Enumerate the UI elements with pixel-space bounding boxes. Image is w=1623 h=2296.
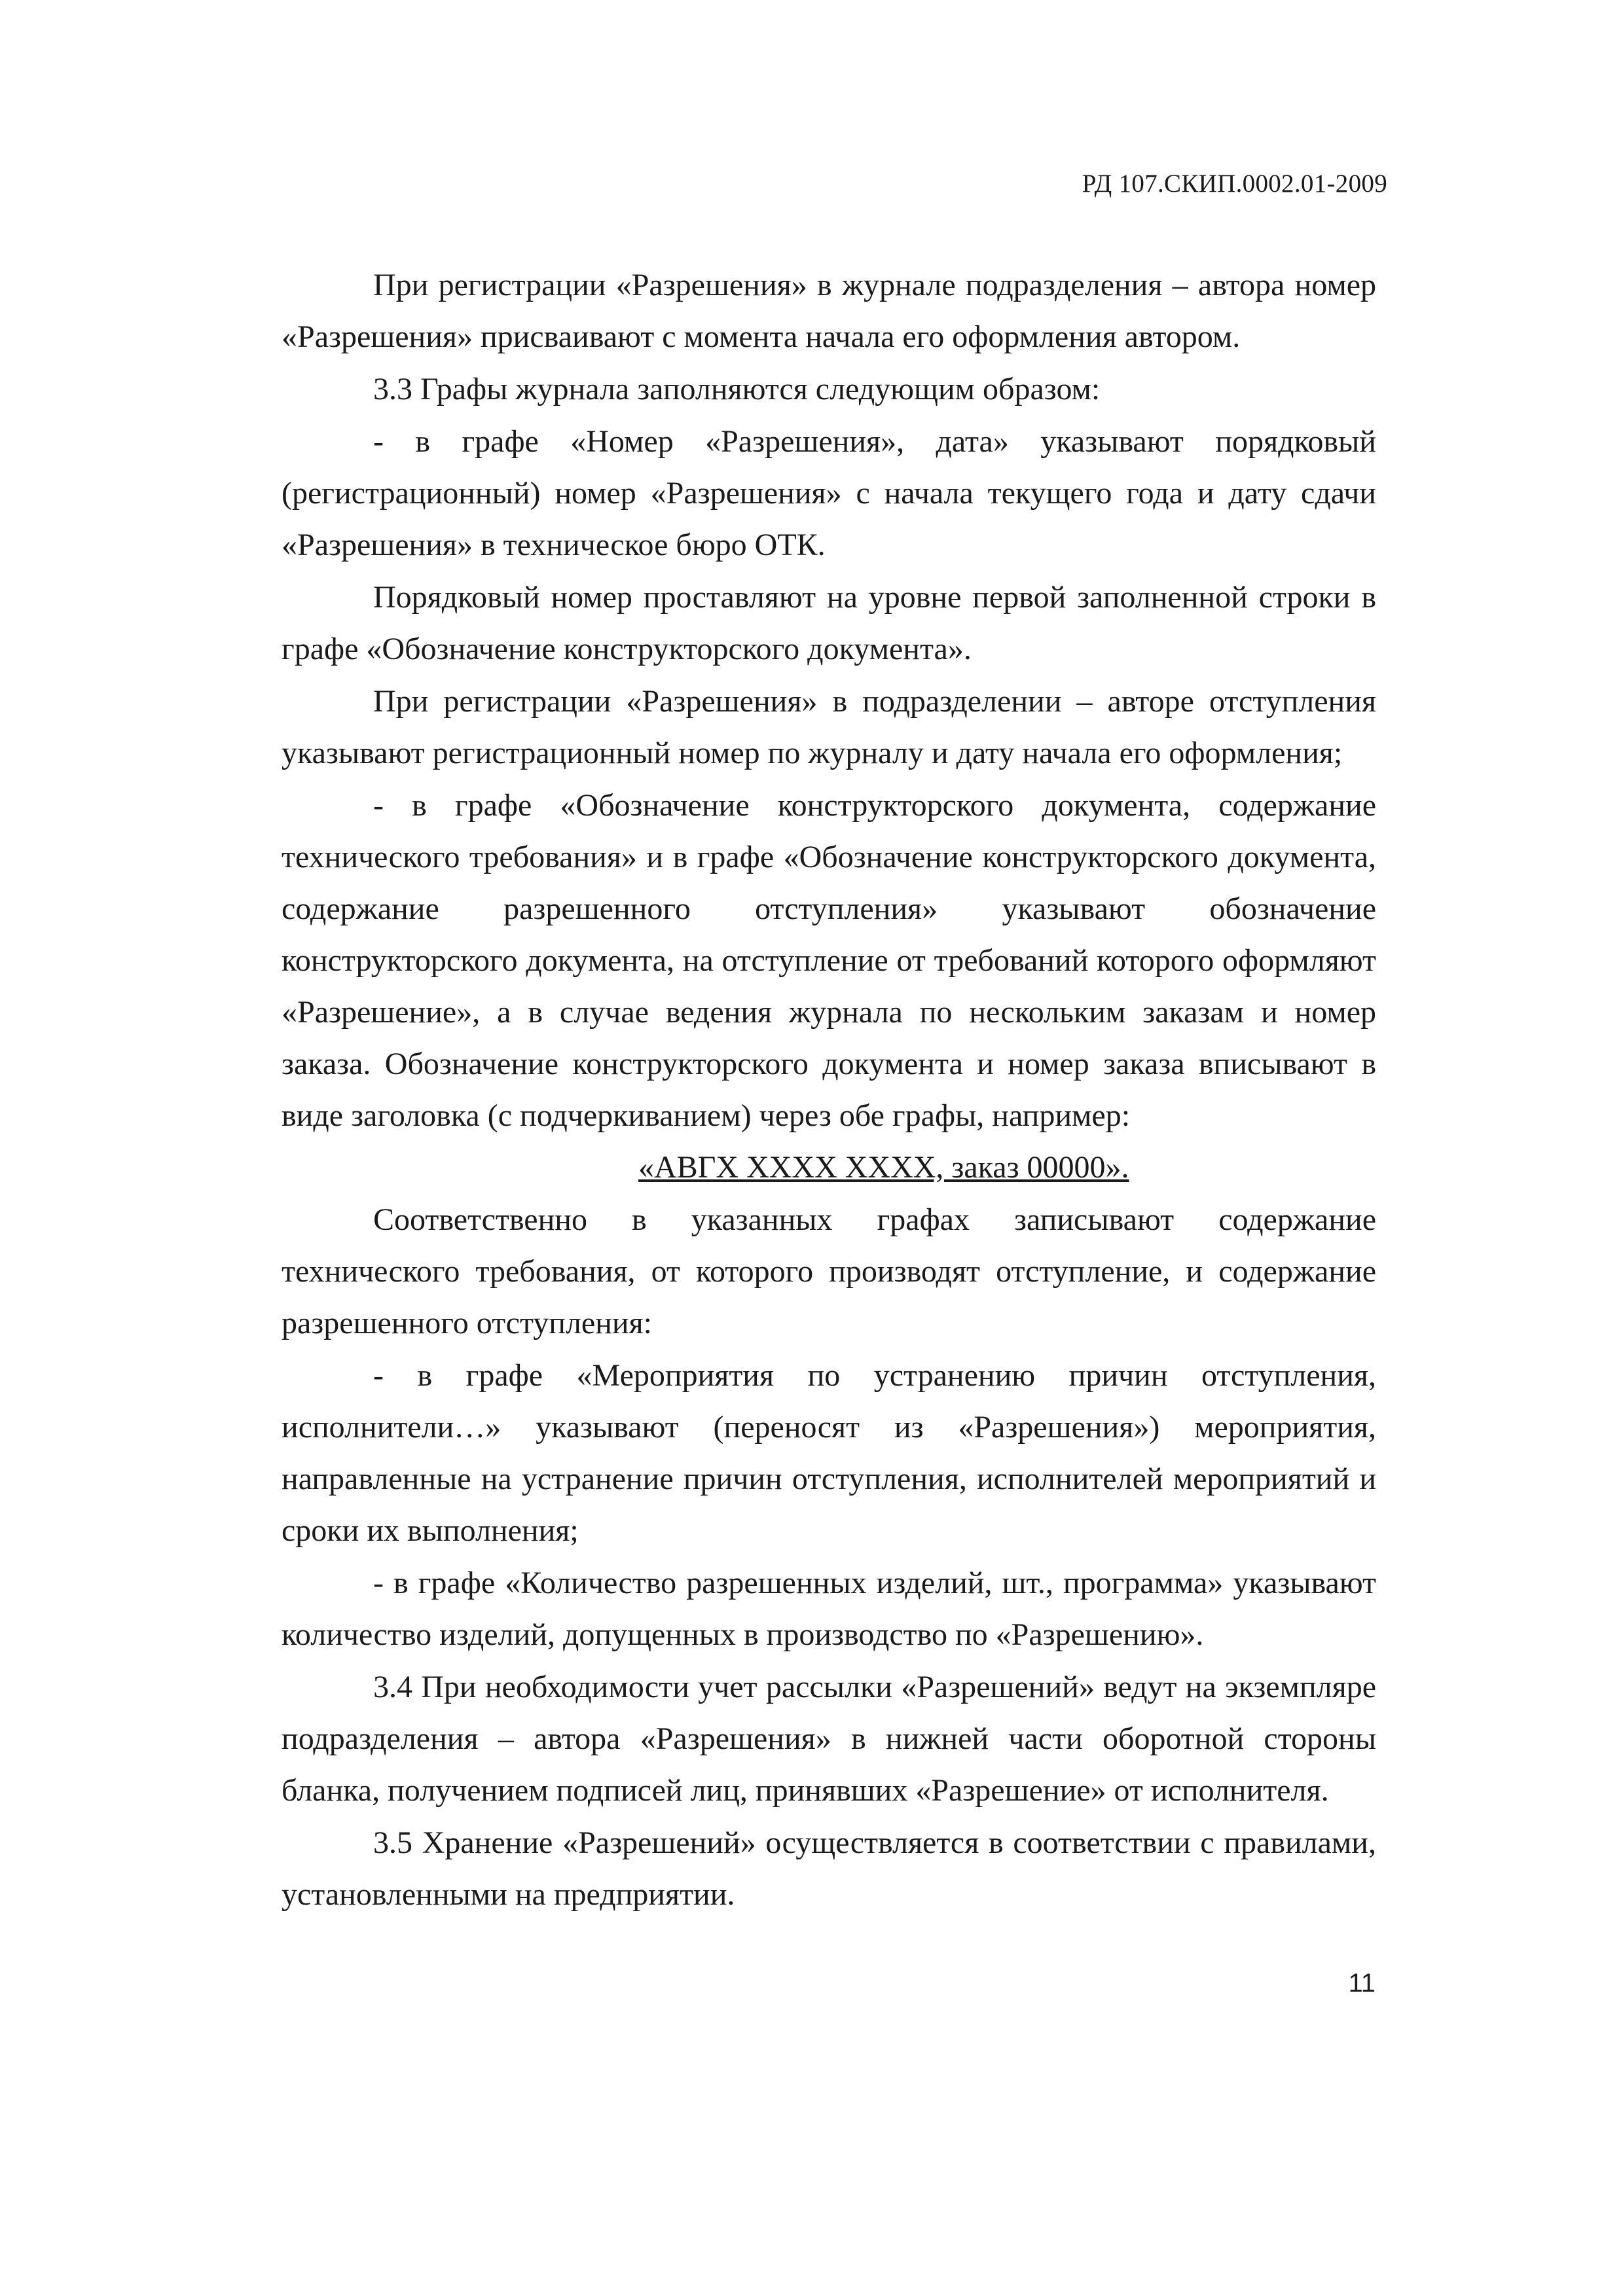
document-code: РД 107.СКИП.0002.01-2009	[1082, 170, 1387, 198]
paragraph-author-registration: При регистрации «Разрешения» в подразделении – авторе отступления указывают регистрационный номер по журналу и дату начала его оформления;	[282, 684, 1376, 770]
paragraph-3-3-heading: 3.3 Графы журнала заполняются следующим образом:	[373, 372, 1101, 406]
paragraph-quantity-column: - в графе «Количество разрешенных изделий, шт., программа» указывают количество изделий, допущенных в производство по «Разрешению».	[282, 1566, 1376, 1652]
paragraph-registration-number: При регистрации «Разрешения» в журнале подразделения – автора номер «Разрешения» присваивают с момента начала его оформления автором.	[282, 268, 1376, 354]
document-body	[282, 259, 1376, 1920]
page-number: 11	[1348, 1969, 1376, 1998]
paragraph-measures-column: - в графе «Мероприятия по устранению причин отступления, исполнители…» указывают (переносят из «Разрешения») мероприятия, направленные на устранение причин отступления, исполнителей мероприятий и сроки их выполнения;	[282, 1358, 1376, 1548]
paragraph-3-4-distribution: 3.4 При необходимости учет рассылки «Разрешений» ведут на экземпляре подразделения – автора «Разрешения» в нижней части оборотной стороны бланка, получением подписей лиц, принявших «Разрешение» от исполнителя.	[282, 1670, 1376, 1808]
paragraph-requirement-content: Соответственно в указанных графах записывают содержание технического требования, от которого производят отступление, и содержание разрешенного отступления:	[282, 1202, 1376, 1340]
paragraph-ordinal-number: Порядковый номер проставляют на уровне первой заполненной строки в графе «Обозначение конструкторского документа».	[282, 580, 1376, 666]
paragraph-designation-columns: - в графе «Обозначение конструкторского документа, содержание технического требования» и в графе «Обозначение конструкторского документа, содержание разрешенного отступления» указывают обозначение конструкторского документа, на отступление от требований которого оформляют «Разрешение», а в случае ведения журнала по нескольким заказам и номер заказа. Обозначение конструкторского документа и номер заказа вписывают в виде заголовка (с подчеркиванием) через обе графы, например:	[282, 788, 1376, 1133]
example-heading: «АВГХ XXXX XXXX, заказ 00000».	[638, 1150, 1129, 1185]
paragraph-3-5-storage: 3.5 Хранение «Разрешений» осуществляется в соответствии с правилами, установленными на предприятии.	[282, 1825, 1376, 1912]
paragraph-number-column: - в графе «Номер «Разрешения», дата» указывают порядковый (регистрационный) номер «Разрешения» с начала текущего года и дату сдачи «Разрешения» в техническое бюро ОТК.	[282, 424, 1376, 562]
